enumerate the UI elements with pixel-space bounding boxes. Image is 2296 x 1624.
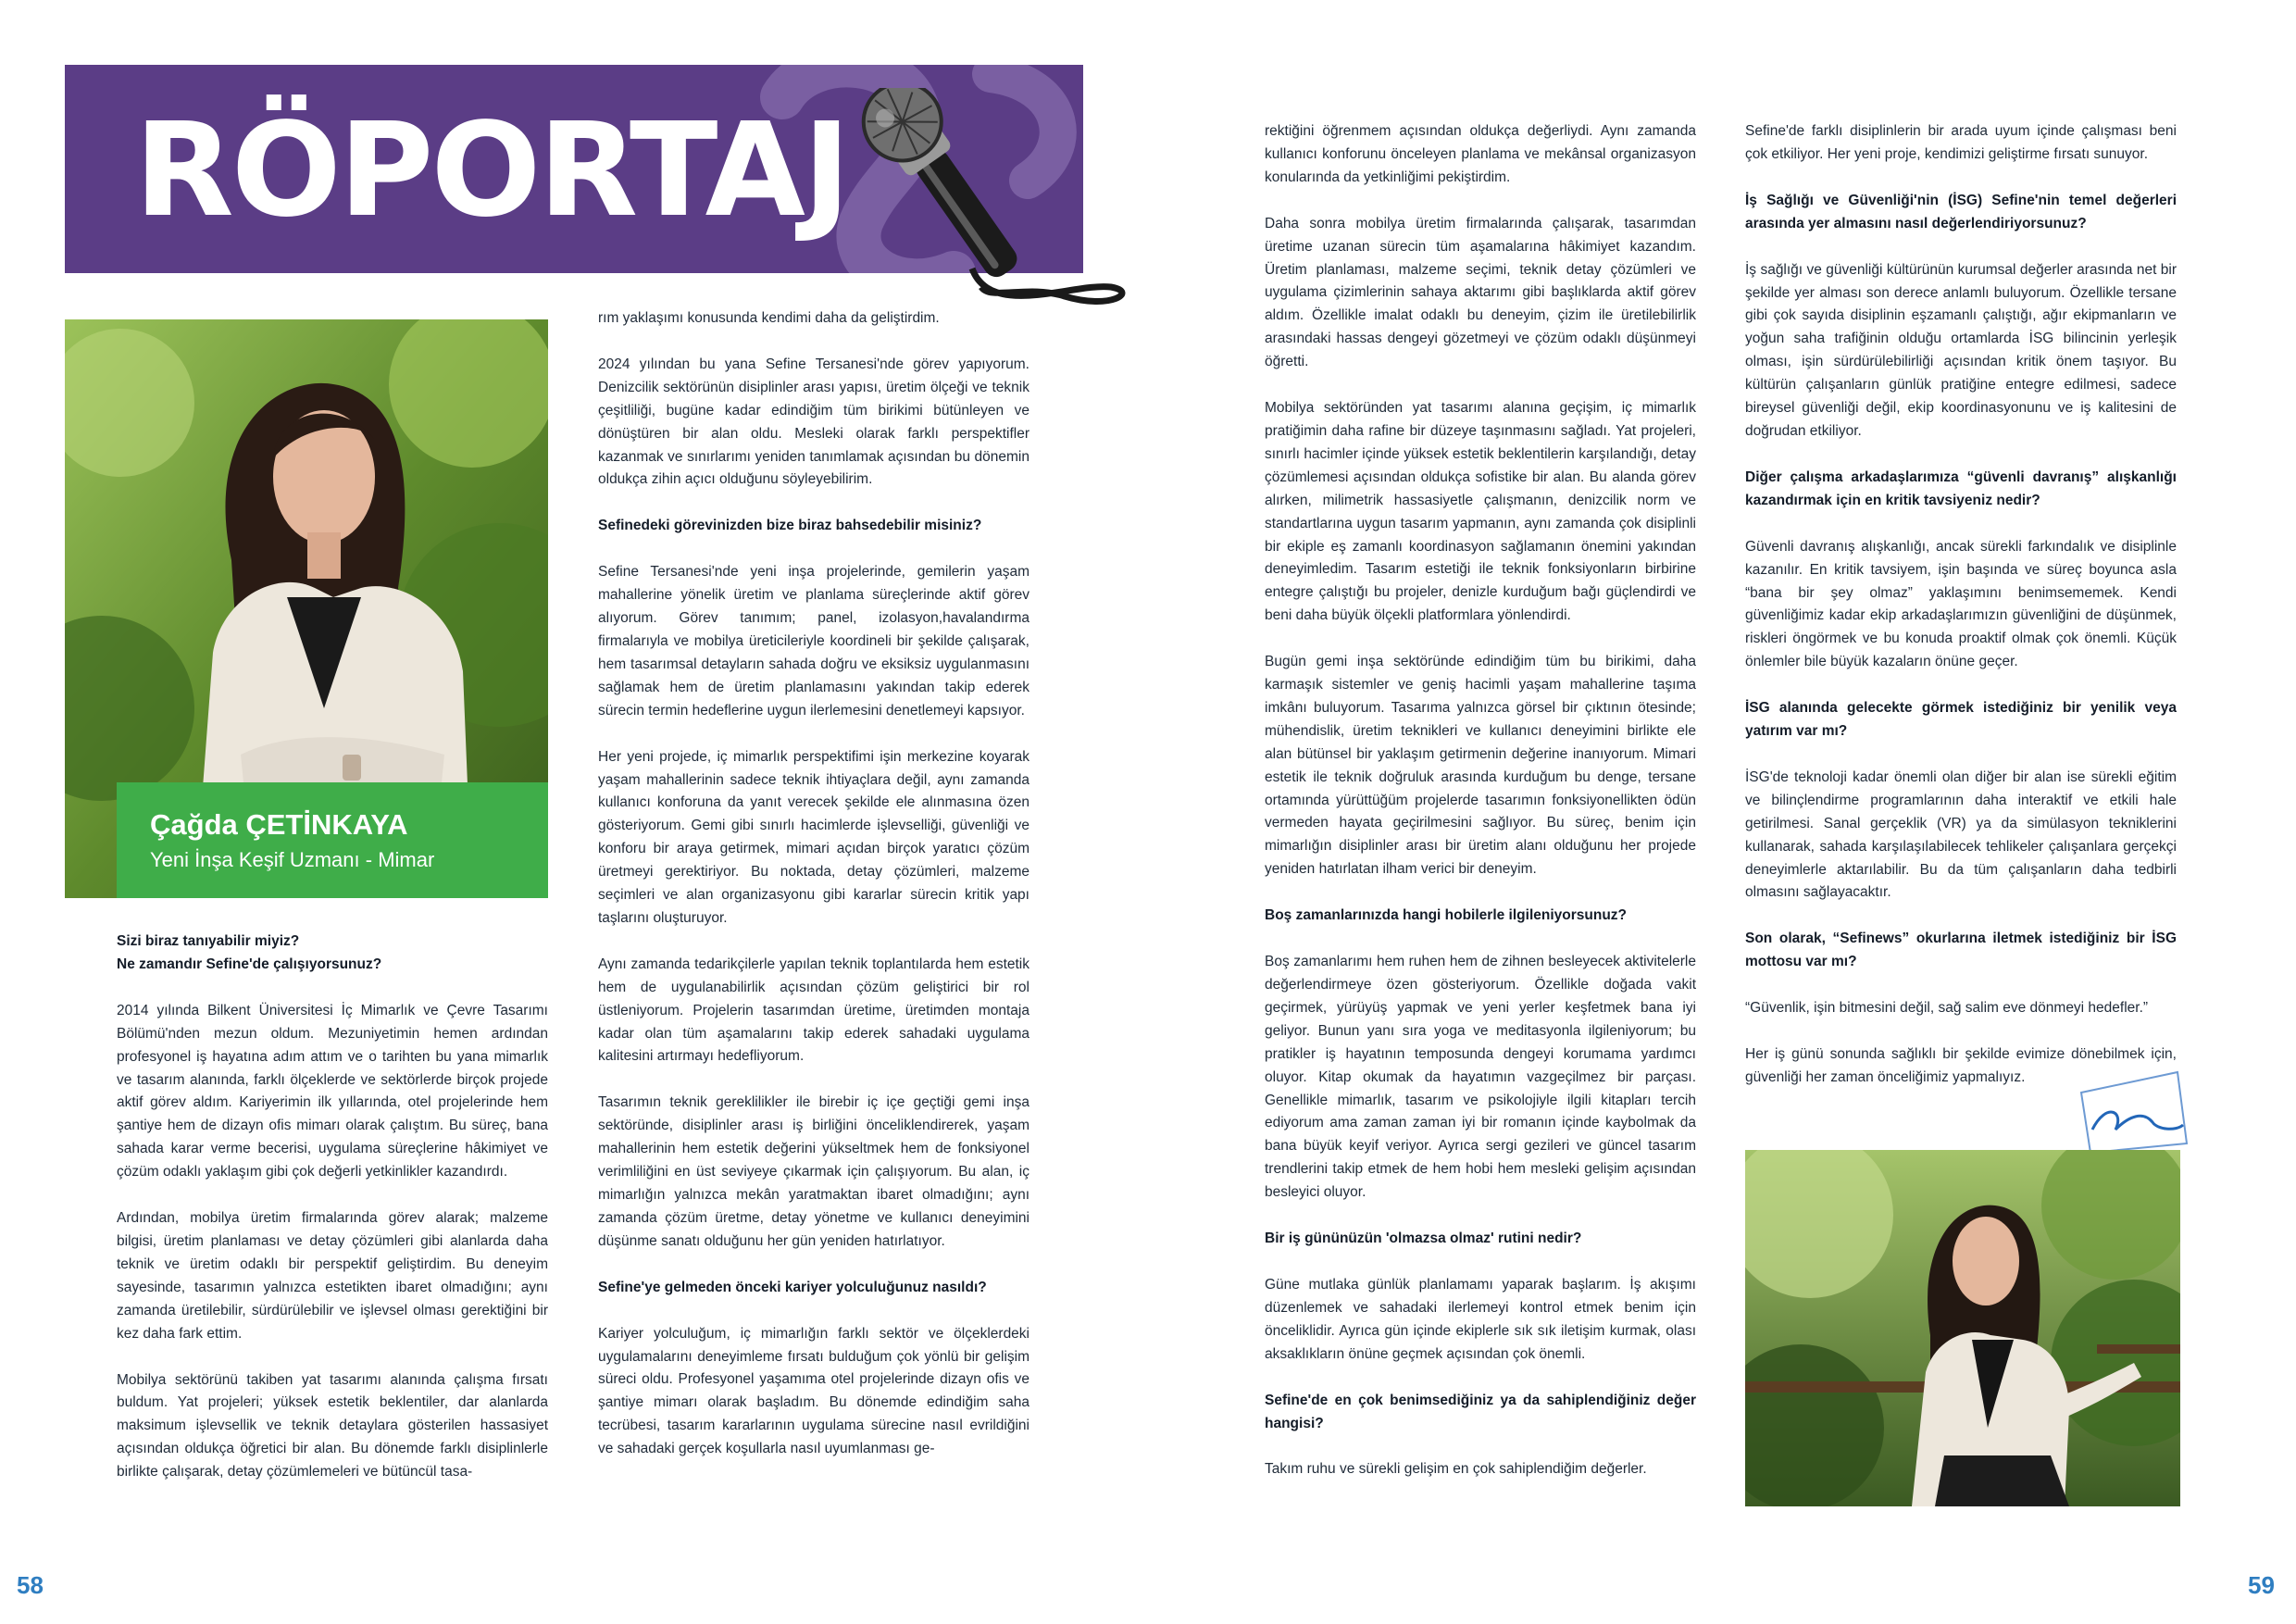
paragraph: rım yaklaşımı konusunda kendimi daha da geliştirdim. bbox=[598, 310, 940, 326]
page-number-left: 58 bbox=[17, 1571, 44, 1599]
paragraph: Tasarımın teknik gereklilikler ile birebir iç içe geçtiği gemi inşa sektöründe, disiplinler arası iş birliğini önceliklendirerek, yaşam mahallerinin hem estetik değerini yükseltmek hem de fonksiyonel verimliliğini en üst seviyeye çıkarmak için çalışıyorum. Bu alan, iç mimarlığın yalnızca mekân yaratmaktan ibaret olmadığını; aynı zamanda çözüm üretme, detay yönetme ve kullanıcı deneyimini düşünme sanatı olduğunu her gün yeniden hatırlatıyor. bbox=[598, 1094, 1029, 1249]
question-heading: Sefine'de en çok benimsediğiniz ya da sahiplendiğiniz değer hangisi? bbox=[1265, 1392, 1696, 1431]
page-number-right: 59 bbox=[2248, 1571, 2275, 1599]
name-box bbox=[117, 782, 548, 898]
paragraph: Ardından, mobilya üretim firmalarında görev alarak; malzeme bilgisi, üretim planlaması ve detay çözümleri gibi alanlarda daha teknik ve üretim odaklı bir perspektif geliştirdim. Bu deneyim sayesinde, tasarımın yalnızca estetikten ibaret olmadığını; aynı zamanda üretilebilir, sürdürülebilir ve işlevsel olması gerektiğini bir kez daha fark ettim. bbox=[117, 1210, 548, 1342]
question-heading: Sefinedeki görevinizden bize biraz bahsedebilir misiniz? bbox=[598, 518, 982, 534]
question-heading: Diğer çalışma arkadaşlarımıza “güvenli davranış” alışkanlığı kazandırmak için en kritik tavsiyeniz nedir? bbox=[1745, 468, 2177, 508]
paragraph: Aynı zamanda tedarikçilerle yapılan teknik toplantılarda hem estetik hem de uygulanabilirlik açısından çözüm geliştirici bir rol üstleniyorum. Projelerin tasarımdan üretime, üretimden montaja kadar olan tüm aşamalarını takip ederek sahadaki uygulama kalitesini artırmayı hedefliyorum. bbox=[598, 956, 1029, 1065]
paragraph: İş sağlığı ve güvenliği kültürünün kurumsal değerler arasında net bir şekilde yer alması son derece anlamlı buluyorum. Özellikle tersane gibi çok sayıda disiplinin eşzamanlı çalıştığı, ağır ekipmanların ve yoğun saha trafiğinin olduğu ortamlarda İSG bilincinin yerleşik olması, işin sürdürülebilirliği açısından kritik önem taşıyor. Bu kültürün çalışanların günlük pratiğine entegre edilmesi, sadece bireysel güvenliği değil, ekip koordinasyonunu ve iş kalitesini de doğrudan etkiliyor. bbox=[1745, 261, 2177, 439]
question-heading: İş Sağlığı ve Güvenliği'nin (İSG) Sefine'nin temel değerleri arasında yer almasını nasıl değerlendiriyorsunuz? bbox=[1745, 192, 2177, 231]
question-heading: Sizi biraz tanıyabilir miyiz? Ne zamandır Sefine'de çalışıyorsunuz? bbox=[117, 933, 382, 972]
question-heading: Son olarak, “Sefinews” okurlarına iletmek istediğiniz bir İSG mottosu var mı? bbox=[1745, 931, 2177, 970]
paragraph: Her iş günü sonunda sağlıklı bir şekilde evimize dönebilmek için, güvenliği her zaman önceliğimiz yapmalıyız. bbox=[1745, 1046, 2177, 1085]
microphone-icon bbox=[833, 88, 1129, 306]
paragraph: Güvenli davranış alışkanlığı, ancak sürekli farkındalık ve disiplinle kazanılır. En kritik tavsiyem, işin başında ve süreç boyunca asla “bana bir şey olmaz” yaklaşımını benimsememek. Kendi güvenliğimiz kadar ekip arkadaşlarımızın güvenliğini de düşünmek, riskleri öngörmek ve bu konuda proaktif olmak çok önemli. Küçük önlemler bile büyük kazaların önüne geçer. bbox=[1745, 538, 2177, 670]
question-heading: Boş zamanlarınızda hangi hobilerle ilgileniyorsunuz? bbox=[1265, 907, 1628, 924]
paragraph: Daha sonra mobilya üretim firmalarında çalışarak, tasarımdan üretime uzanan sürecin tüm aşamalarına hâkimiyet kazandım. Üretim planlaması, malzeme seçimi, teknik detay çözümleri ve uygulama çizimlerinin sahaya aktarımı gibi başlıklarda aktif görev aldım. Özellikle imalat odaklı bu deneyim, çizim ile üretilebilirlik arasındaki hassas dengeyi gözetmeyi ve çözüm odaklı düşünmeyi öğretti. bbox=[1265, 215, 1696, 370]
paragraph: “Güvenlik, işin bitmesini değil, sağ salim eve dönmeyi hedefler.” bbox=[1745, 1000, 2149, 1017]
paragraph: Güne mutlaka günlük planlamamı yaparak başlarım. İş akışımı düzenlemek ve sahadaki ilerlemeyi kontrol etmek benim için önceliklidir. Ayrıca gün içinde ekiplerle sık sık iletişim kurmak, olası aksaklıkların önüne geçmek açısından çok önemli. bbox=[1265, 1276, 1696, 1362]
column-3 bbox=[1265, 120, 1696, 1505]
column-1 bbox=[117, 931, 548, 1507]
question-heading: İSG alanında gelecekte görmek istediğiniz bir yenilik veya yatırım var mı? bbox=[1745, 700, 2177, 740]
paragraph: 2014 yılında Bilkent Üniversitesi İç Mimarlık ve Çevre Tasarımı Bölümü'nden mezun oldum. Mezuniyetimin hemen ardından profesyonel iş hayatına adım attım ve o tarihten bu yana mimarlık ve tasarım alanında, farklı ölçeklerde ve sektörlerde birçok projede aktif görev aldım. Kariyerimin ilk yıllarında, otel projelerinde hem şantiye hem de dizayn ofis mimarı olarak çalıştım. Bu süreç, bana sahada karar verme becerisi, uygulama süreçlerine hâkimiyet ve çözüm odaklı yaklaşım gibi çok değerli yetkinlikler kazandırdı. bbox=[117, 1002, 548, 1181]
paragraph: Kariyer yolculuğum, iç mimarlığın farklı sektör ve ölçeklerdeki uygulamalarını deneyimleme fırsatı bulduğum çok yönlü bir gelişim süreci oldu. Profesyonel yaşamıma otel projelerinde dizayn ofis ve şantiye mimarı olarak başladım. Bu dönemde edindiğim saha tecrübesi, tasarım kararlarının uygulama sürecine nasıl evrildiğini ve sahadaki gerçek koşullarla nasıl uyumlanması ge- bbox=[598, 1325, 1029, 1457]
paragraph: Boş zamanlarımı hem ruhen hem de zihnen besleyecek aktivitelerle değerlendirmeye özen gösteriyorum. Özellikle doğada vakit geçirmek, yürüyüş yapmak ve yeni yerler keşfetmek bana iyi geliyor. Bunun yanı sıra yoga ve meditasyonla ilgileniyorum; bu pratikler iş hayatının temposunda dengeyi korumama yardımcı oluyor. Kitap okumak da hayatımın vazgeçilmez bir parçası. Genellikle mimarlık, tasarım ve psikolojiyle ilgili kitapları tercih ediyorum ama zaman zaman iyi bir romanın içinde kaybolmak da bana büyük keyif veriyor. Ayrıca sergi gezileri ve güncel tasarım trendlerini takip etmek de hem hobi hem mesleki gelişim açısından besleyici oluyor. bbox=[1265, 954, 1696, 1201]
column-2 bbox=[598, 307, 1029, 1484]
paragraph: Bugün gemi inşa sektöründe edindiğim tüm bu birikimi, daha karmaşık sistemler ve geniş hacimli yaşam mahallerine taşıma imkânı buluyorum. Tasarıma yalnızca görsel bir çıktının ötesinde; mühendislik, üretim teknikleri ve kullanıcı deneyimini birlikte ele alan bütünsel bir yaklaşım getirmenin değerine inanıyorum. Mimari estetik ile teknik doğruluk arasında kurduğum bu denge, tersane ortamında yürüttüğüm projelerde tasarımın fonksiyonellikten ödün vermeden hayata geçirilmesini sağlıyor. Bu süreç, benim için mimarlığın disiplinler arası bir üretim alanı olduğunu her projede yeniden hatırlatan ilham verici bir deneyim. bbox=[1265, 654, 1696, 878]
paragraph: 2024 yılından bu yana Sefine Tersanesi'nde görev yapıyorum. Denizcilik sektörünün disiplinler arası yapısı, üretim ölçeği ve teknik çeşitliliği, bugüne kadar edindiğim tüm birikimi bütünleyen ve dönüştüren bir alan oldu. Mesleki olarak farklı perspektifler kazanmak ve sınırlarımı yeniden tanımlamak açısından bu dönemin oldukça zihin açıcı olduğunu söyleyebilirim. bbox=[598, 356, 1029, 488]
interviewee-name: Çağda ÇETİNKAYA bbox=[150, 808, 408, 841]
paragraph: İSG'de teknoloji kadar önemli olan diğer bir alan ise sürekli eğitim ve bilinçlendirme programlarının daha interaktif ve etkili hale getirilmesi. Sanal gerçeklik (VR) ya da simülasyon tekniklerini kullanarak, sahada karşılaşılabilecek tehlikeler çalışanlara gerçekçi deneyimlerle aktarılabilir. Bu da tüm çalışanların daha tedbirli olmasını sağlayacaktır. bbox=[1745, 768, 2177, 901]
garden-photo bbox=[1745, 1150, 2180, 1506]
paragraph: Sefine Tersanesi'nde yeni inşa projelerinde, gemilerin yaşam mahallerine yönelik üretim ve planlama süreçlerinde aktif görev alıyorum. Görev tanımım; panel, izolasyon,havalandırma firmalarıyla ve mobilya üreticileriyle koordineli bir şekilde çalışarak, hem tasarımsal detayların sahada doğru ve eksiksiz uygulanmasını sağlamak hem de üretim planlamasını yakından takip ederek sürecin termin hedeflerine uygun ilerlemesini denetlemeyi kapsıyor. bbox=[598, 564, 1029, 718]
paragraph: Mobilya sektöründen yat tasarımı alanına geçişim, iç mimarlık pratiğimin daha rafine bir düzeye taşınmasını sağladı. Yat projeleri, sınırlı hacimler içinde yüksek estetik beklentilerin karşılandığı, detay çözümlemesi açısından oldukça sofistike bir alan. Bu alanda görev alırken, milimetrik hassasiyetle çalışmanın, denizcilik norm ve standartlarına uygun tasarım yapmanın, aynı zamanda çok disiplinli bir ekiple eş zamanlı koordinasyon sağlamanın önemini yakından deneyimledim. Tasarım estetiği ile teknik fonksiyonların birbirine entegre çalıştığı bu projeler, denizle kurduğum bağı güçlendirdi ve beni daha büyük ölçekli platformlara yönlendirdi. bbox=[1265, 400, 1696, 624]
paragraph: Sefine'de farklı disiplinlerin bir arada uyum içinde çalışması beni çok etkiliyor. Her yeni proje, kendimizi geliştirme fırsatı sunuyor. bbox=[1745, 123, 2177, 162]
paragraph: Takım ruhu ve sürekli gelişim en çok sahiplendiğim değerler. bbox=[1265, 1461, 1647, 1478]
interviewee-title: Yeni İnşa Keşif Uzmanı - Mimar bbox=[150, 848, 435, 871]
question-heading: Bir iş gününüzün 'olmazsa olmaz' rutini nedir? bbox=[1265, 1230, 1582, 1247]
question-heading: Sefine'ye gelmeden önceki kariyer yolculuğunuz nasıldı? bbox=[598, 1279, 987, 1295]
paragraph: Mobilya sektörünü takiben yat tasarımı alanında çalışma fırsatı buldum. Yat projeleri; yüksek estetik beklentiler, dar alanlarda maksimum işlevsellik ve teknik detaylara gösterilen hassasiyet açısından oldukça öğretici bir alan. Bu dönemde farklı disiplinlerle birlikte çalışarak, detay çözümlemeleri ve bütüncül tasa- bbox=[117, 1371, 548, 1480]
paragraph: rektiğini öğrenmem açısından oldukça değerliydi. Aynı zamanda kullanıcı konforunu önceleyen planlama ve mekânsal organizasyon konularında da yetkinliğimi pekiştirdim. bbox=[1265, 123, 1696, 185]
banner-title: RÖPORTAJ bbox=[134, 95, 849, 246]
paragraph: Her yeni projede, iç mimarlık perspektifimi işin merkezine koyarak yaşam mahallerinin sadece teknik ihtiyaçlara değil, aynı zamanda kullanıcı konforuna da yanıt verecek şekilde ele alınmasına özen gösteriyorum. Gemi gibi sınırlı hacimlerde işlevselliği, güvenliği ve konforu bir araya getirmek, mimari açıdan birçok yaratıcı çözüm üretmeyi gerektiriyor. Bu noktada, detay çözümleri, malzeme seçimleri ve alan organizasyonu gibi kararlar sürecin kritik yapı taşlarını oluşturuyor. bbox=[598, 748, 1029, 926]
column-4 bbox=[1745, 120, 2177, 1113]
signature-icon bbox=[2074, 1065, 2194, 1157]
